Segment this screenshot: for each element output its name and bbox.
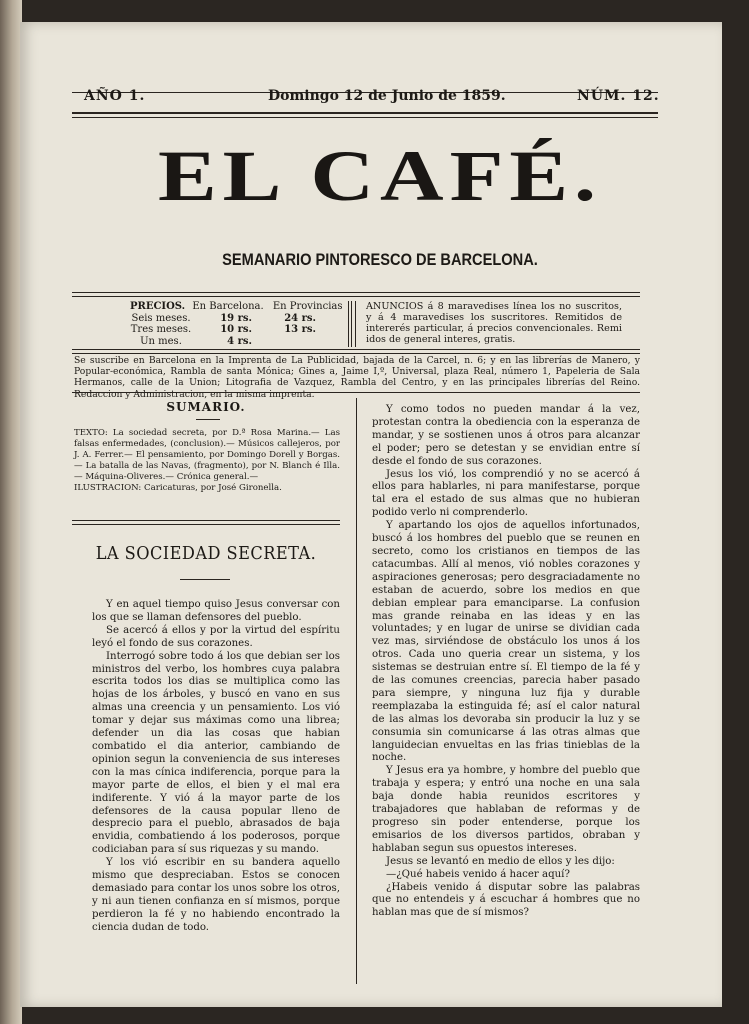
masthead-title: EL CAFÉ. — [157, 136, 603, 217]
price-barcelona: 4 rs. — [227, 335, 252, 347]
header-bottom-rule — [72, 112, 658, 114]
masthead-subtitle: SEMANARIO PINTORESCO DE BARCELONA. — [222, 250, 538, 269]
article-paragraph: Jesus los vió, los comprendió y no se acercó á ellos para hablarles, ni para manifestarse, porque tal era el estado de sus almas que no hubieran podido verlo ni comprenderlo. — [372, 468, 640, 519]
article-paragraph: Y en aquel tiempo quiso Jesus conversar con los que se llaman defensores del pueblo. — [92, 599, 340, 623]
prices-divider-c — [355, 301, 356, 347]
book-spine — [0, 0, 22, 1024]
summary-ornament — [196, 419, 220, 420]
price-period: Tres meses. — [130, 324, 192, 335]
price-provincias: 13 rs. — [284, 324, 316, 335]
article-left-column — [92, 599, 340, 935]
subscription-rule — [72, 392, 640, 393]
prices-top-rule — [72, 292, 640, 293]
ads-notice: ANUNCIOS á 8 maravedises línea los no suscritos, y á 4 maravedises los suscritores. Remitidos de intererés particular, á precios convencionales. Remi idos de general interes, gratis. — [366, 301, 622, 345]
article-dialogue: ¿Habeis venido á disputar sobre las palabras que no entendeis y á escuchar á hombres que no hablan mas que de sí mismos? — [372, 881, 640, 919]
article-paragraph: Interrogó sobre todo á los que debian ser los ministros del verbo, los hombres cuya palabra escrita todos los dias se multiplica como las hojas de los árboles, y buscó en vano en sus almas una creencia y un pensamiento. Los vió tomar y dejar sus máximas como una librea; defender un dia las cosas que habian combatido el dia anterior, cambiando de opinion segun la conveniencia de sus intereses con la mas cínica indiferencia, porque para la mayor parte de ellos, el bien y el mal era indiferente. Y vió á la mayor parte de los defensores de la causa popular lleno de desprecio para el pueblo, abrasados de baja envidia, combatiendo á los poderosos, porque codiciaban para sí sus riquezas y su mando. — [92, 650, 340, 856]
summary-ilustracion-label: ILUSTRACION: — [74, 483, 142, 493]
price-period: Seis meses. — [131, 312, 191, 324]
prices-divider-a — [348, 301, 349, 347]
prices-bottom-rule — [72, 349, 640, 350]
article-paragraph: Jesus se levantó en medio de ellos y les dijo: — [386, 855, 615, 867]
prices-divider-b — [351, 301, 352, 347]
summary-rule — [72, 520, 340, 521]
article-title-ornament — [180, 579, 230, 580]
summary-texto: La sociedad secreta, por D.ª Rosa Marina.— Las falsas enfermedades, (conclusion).— Músicos callejeros, por J. A. Ferrer.— El pensamiento, por Domingo Dorell y Borgas.— La batalla de las Navas, (fragmento), por N. Blanch é Illa.— Máquina-Oliveres.— Crónica general.— — [74, 428, 341, 482]
issue-date: Domingo 12 de Junio de 1859. — [268, 88, 506, 104]
issue-number: NÚM. 12. — [577, 88, 660, 104]
summary-ilustracion: Caricaturas, por José Gironella. — [144, 483, 282, 493]
price-period: Un mes. — [140, 335, 182, 347]
subscription-notice: Se suscribe en Barcelona en la Imprenta de La Publicidad, bajada de la Carcel, n. 6; y en las librerías de Manero, y Popular-económica, Rambla de santa Mónica; Gines a, Jaime I,º, Universal, plaza Real, número 1, Papeleria de Sala Hermanos, calle de la Union; Litografia de Vazquez, Rambla del Centro, y en las principales librerías del Reino. Redaccion y Administracion, en la misma imprenta. — [74, 355, 640, 400]
article-right-column — [372, 404, 640, 920]
article-paragraph: Y los vió escribir en su bandera aquello mismo que despreciaban. Estos se conocen demasiado para contar los unos sobre los otros, y ni aun tienen confianza en sí mismos, porque perdieron la fé y no habiendo encontrado la ciencia dudan de todo. — [92, 857, 340, 933]
price-provincias — [252, 336, 316, 348]
summary-texto-label: TEXTO: — [74, 428, 108, 438]
article-dialogue: —¿Qué habeis venido á hacer aquí? — [386, 868, 570, 880]
header-bottom-rule-thin — [72, 117, 658, 118]
year-label: AÑO 1. — [84, 88, 146, 104]
article-paragraph: Se acercó á ellos y por la virtud del espíritu leyó el fondo de sus corazones. — [92, 624, 340, 649]
column-divider — [356, 398, 357, 984]
price-row — [130, 336, 340, 348]
article-paragraph: Y apartando los ojos de aquellos infortunados, buscó á los hombres del pueblo que se reunen en secreto, como los cristianos en tiempos de las catacumbas. Allí al menos, vió nobles corazones y aspiraciones generosas; pero desgraciadamente no estaban de acuerdo, sobre los medios en que debian emplear para emanciparse. La confusion mas grande reinaba en las ideas y en las voluntades; y en lugar de unirse se dividian cada vez mas, sirviéndose de obstáculo los unos á los otros. Cada uno queria crear un sistema, y los sistemas se destruian entre sí. El tiempo de la fé y de las comunes creencias, parecia haber pasado para siempre, y ninguna luz fija y durable reemplazaba la estinguida fé; así el calor natural de las almas los devoraba sin producir la luz y se consumia sin comunicarse á las otras almas que languidecian envueltas en las frias tinieblas de la noche. — [372, 520, 640, 764]
price-barcelona: 10 rs. — [220, 324, 252, 335]
article-paragraph: Y Jesus era ya hombre, y hombre del pueblo que trabaja y espera; y entró una noche en una sala baja donde habia reunidos escritores y trabajadores que hablaban de reformas y de progreso sin poder entenderse, porque los emisarios de los diversos partidos, obraban y hablaban segun sus opuestos intereses. — [372, 765, 640, 854]
price-provincias: 24 rs. — [284, 312, 316, 324]
prices-col-barcelona: En Barcelona. — [192, 301, 264, 312]
summary-heading: SUMARIO. — [166, 400, 246, 414]
price-row — [130, 324, 340, 336]
price-barcelona: 19 rs. — [220, 312, 252, 324]
prices-table — [130, 301, 343, 347]
summary-body — [74, 428, 340, 494]
summary-rule-2 — [72, 524, 340, 525]
prices-label: PRECIOS. — [130, 301, 186, 312]
price-row — [130, 313, 340, 325]
prices-bottom-rule-2 — [72, 353, 640, 354]
article-paragraph: Y como todos no pueden mandar á la vez, protestan contra la obediencia con la esperanza de mandar, y se sostienen unos á otros para alcanzar el poder; pero se detestan y se envidian entre sí desde el fondo de sus corazones. — [372, 404, 640, 467]
article-title: LA SOCIEDAD SECRETA. — [95, 543, 317, 564]
prices-col-provincias: En Provincias — [272, 301, 343, 312]
newspaper-page — [20, 22, 722, 1007]
prices-top-rule-2 — [72, 296, 640, 297]
